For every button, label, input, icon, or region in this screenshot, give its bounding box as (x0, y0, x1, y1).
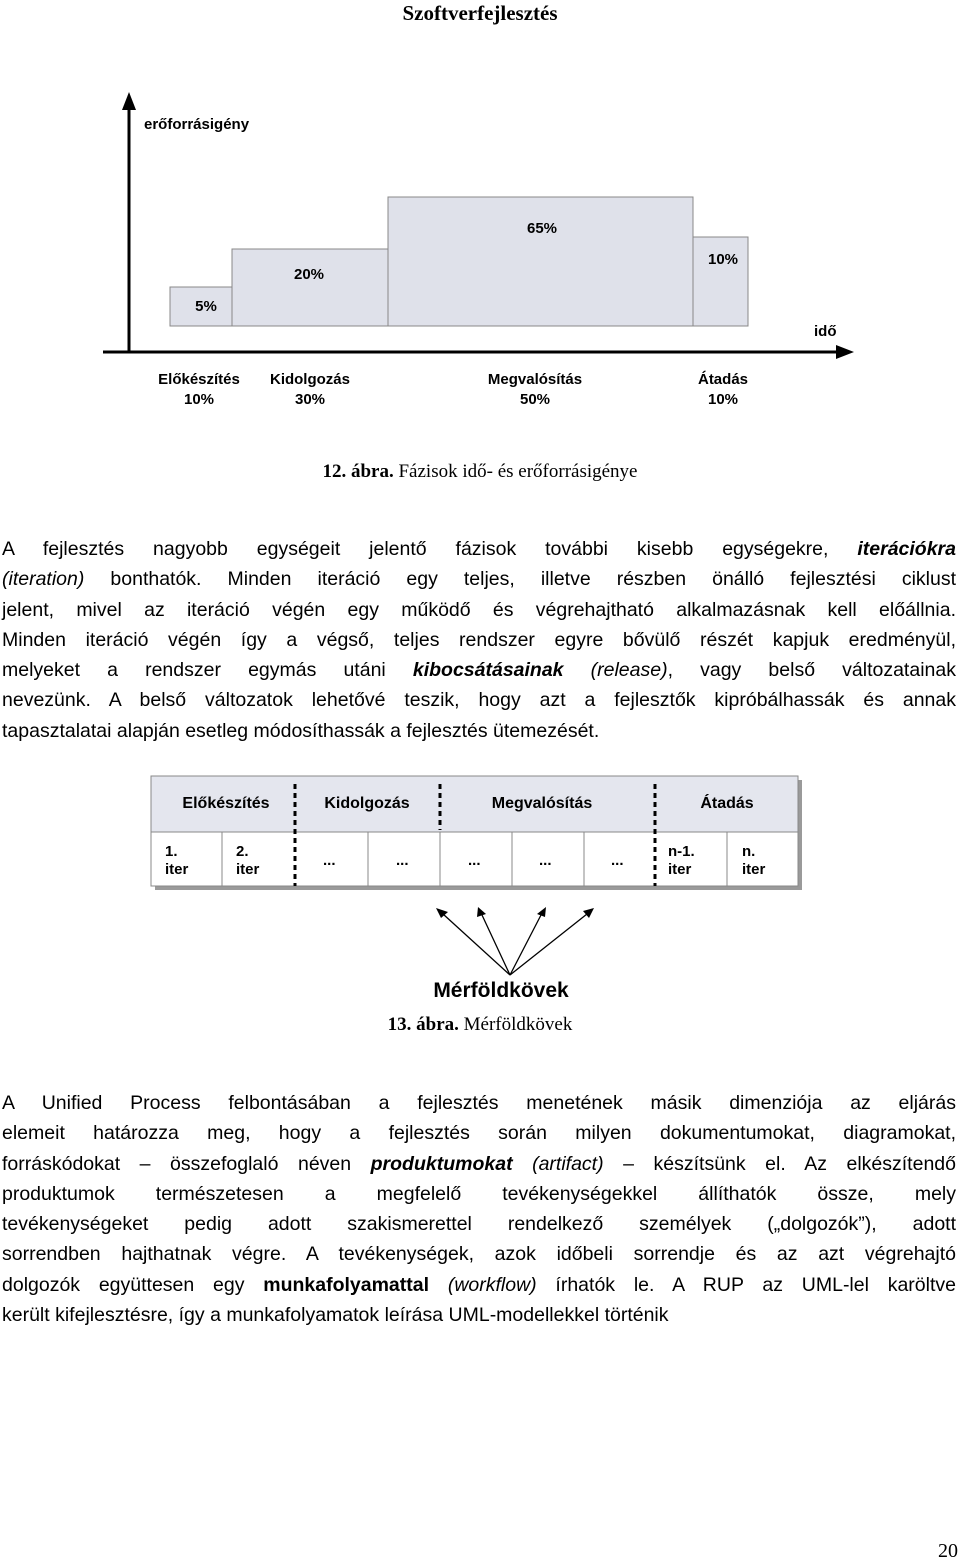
bar-value-label: 20% (293, 266, 325, 283)
paragraph-line (2, 625, 956, 655)
text-run: produktumokat (370, 1152, 513, 1175)
text-run: bonthatók. Minden iteráció egy teljes, illetve részben önálló fejlesztési ciklust (84, 568, 956, 591)
iteration-label: 1. (165, 843, 178, 860)
text-run: forráskódokat – összefoglaló néven (2, 1152, 371, 1175)
x-axis-label: idő (814, 323, 837, 340)
text-run: melyeket a rendszer egymás utáni (2, 659, 413, 682)
figure-13-caption (0, 1014, 960, 1036)
paragraph-workflows (2, 1088, 956, 1330)
phase-header-label: Előkészítés (182, 795, 270, 812)
paragraph-line (2, 1300, 956, 1330)
text-run: produktumok természetesen a megfelelő tevékenységekkel állíthatók össze, mely (2, 1182, 956, 1205)
phase-name-label: Előkészítés (158, 371, 240, 388)
paragraph-line (2, 1209, 956, 1239)
milestones-label: Mérföldkövek (433, 979, 569, 1002)
paragraph-line (2, 1118, 956, 1148)
paragraph-line (2, 1149, 956, 1179)
phase-time-label: 10% (707, 391, 739, 408)
iteration-label: ... (323, 852, 336, 869)
page-number: 20 (938, 1540, 958, 1562)
text-run: (workflow) (429, 1273, 537, 1296)
text-run: jelent, mivel az iteráció végén egy működő és végrehajtható alkalmazásnak kell előállnia. (2, 598, 956, 621)
figure-13-milestones-diagram (0, 770, 960, 1010)
text-run: A fejlesztés nagyobb egységeit jelentő fázisok további kisebb egységekre, (2, 538, 858, 560)
text-run: sorrendben hajthatnak végre. A tevékenységek, azok időbeli sorrendje és az azt végrehajtó (2, 1243, 956, 1266)
paragraph-line (2, 1179, 956, 1209)
bar-value-label: 5% (195, 298, 217, 315)
phase-name-label: Kidolgozás (269, 371, 351, 388)
phase-name-label: Megvalósítás (487, 371, 583, 388)
milestone-arrows (443, 914, 587, 975)
phase-header-label: Megvalósítás (491, 795, 593, 812)
iteration-label: ... (468, 852, 481, 869)
y-axis-label: erőforrásigény (144, 116, 250, 133)
phase-time-label: 10% (183, 391, 215, 408)
text-run: kibocsátásainak (412, 659, 564, 682)
figure-12-resource-chart (0, 80, 960, 420)
text-run: iterációkra (857, 538, 956, 560)
iteration-label: 2. (236, 843, 249, 860)
phase-time-label: 50% (519, 391, 551, 408)
milestone-arrowheads (436, 907, 594, 918)
figure-12-caption (0, 461, 960, 483)
iteration-label: n-1. (668, 843, 695, 860)
paragraph-line (2, 685, 956, 715)
text-run: tapasztalatai alapján esetleg módosíthassák a fejlesztés ütemezését. (2, 719, 600, 742)
text-run: A Unified Process felbontásában a fejlesztés menetének másik dimenziója az eljárás (2, 1092, 956, 1114)
phase-name-label: Átadás (697, 371, 749, 388)
caption-number: 12. ábra. (322, 461, 394, 482)
paragraph-line (2, 716, 956, 746)
bar-megvalositas (388, 197, 693, 326)
text-run: (release) (563, 659, 668, 682)
paragraph-iterations (2, 534, 956, 746)
phase-time-label: 30% (294, 391, 326, 408)
text-run: írhatók le. A RUP az UML-lel karöltve (536, 1273, 956, 1296)
text-run: , vagy belső változatainak (667, 659, 956, 682)
caption-text: Mérföldkövek (463, 1014, 573, 1035)
text-run: került kifejlesztésre, így a munkafolyamatok leírása UML-modellekkel történik (2, 1304, 669, 1327)
caption-text: Fázisok idő- és erőforrásigénye (398, 461, 638, 482)
paragraph-line (2, 564, 956, 594)
text-run: dolgozók együttesen egy (2, 1273, 264, 1296)
paragraph-line (2, 534, 956, 564)
caption-number: 13. ábra. (387, 1014, 459, 1035)
bar-value-label: 10% (707, 251, 739, 268)
iteration-sublabel: iter (236, 861, 260, 878)
iteration-sublabel: iter (742, 861, 766, 878)
iteration-sublabel: iter (165, 861, 189, 878)
text-run: elemeit határozza meg, hogy a fejlesztés során milyen dokumentumokat, diagramokat, (2, 1122, 956, 1145)
iteration-label: ... (539, 852, 552, 869)
phase-header-label: Átadás (700, 795, 754, 812)
paragraph-line (2, 655, 956, 685)
phase-header-label: Kidolgozás (324, 795, 410, 812)
iteration-sublabel: iter (668, 861, 692, 878)
iteration-label: n. (742, 843, 756, 860)
text-run: (artifact) (512, 1152, 604, 1175)
paragraph-line (2, 595, 956, 625)
paragraph-line (2, 1088, 956, 1118)
text-run: nevezünk. A belső változatok lehetővé teszik, hogy azt a fejlesztők kipróbálhassák és annak (2, 689, 956, 712)
paragraph-line (2, 1239, 956, 1269)
text-run: (iteration) (2, 568, 85, 591)
text-run: – készítsünk el. Az elkészítendő (603, 1152, 956, 1175)
y-axis-arrowhead (122, 92, 136, 110)
text-run: Minden iteráció végén így a végső, teljes rendszer egyre bővülő részét kapjuk eredményül, (2, 628, 956, 651)
x-axis-arrowhead (836, 345, 854, 359)
paragraph-line (2, 1270, 956, 1300)
bar-value-label: 65% (526, 220, 558, 237)
iteration-label: ... (396, 852, 409, 869)
iteration-label: ... (611, 852, 624, 869)
text-run: tevékenységeket pedig adott szakismerettel rendelkező személyek („dolgozók”), adott (2, 1213, 956, 1236)
bar-kidolgozas (232, 249, 388, 326)
page-header-title: Szoftverfejlesztés (402, 1, 558, 25)
text-run: munkafolyamattal (263, 1273, 430, 1296)
